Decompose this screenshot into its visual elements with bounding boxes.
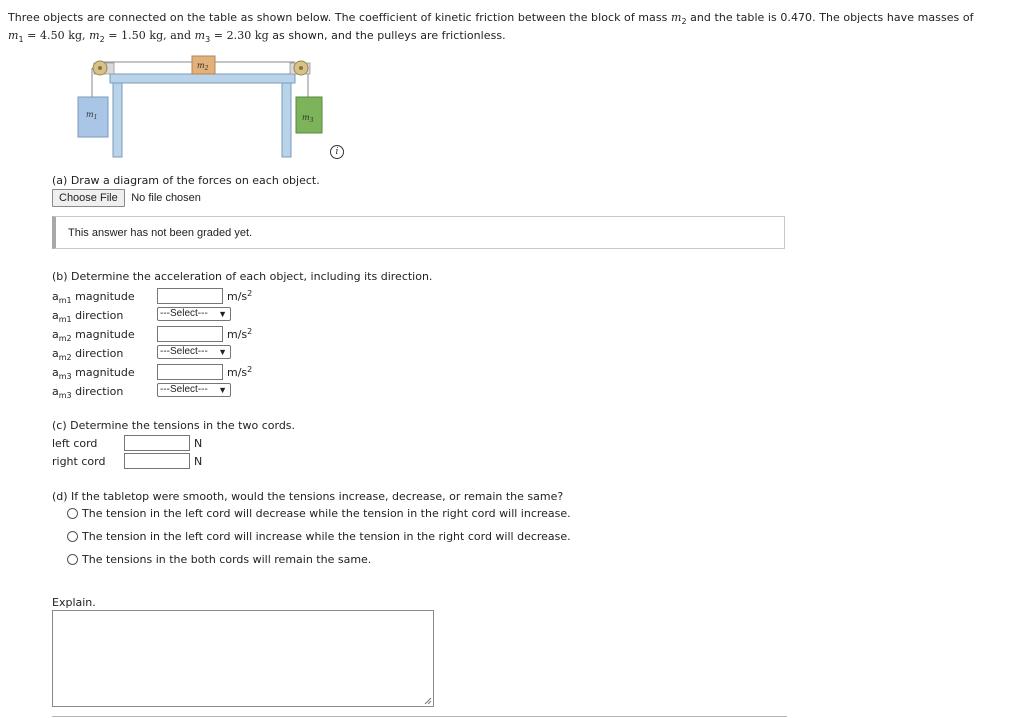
- option-1-radio[interactable]: [67, 508, 78, 519]
- am3-direction-label: $a_{m3}$ direction: [52, 385, 124, 400]
- option-3-radio[interactable]: [67, 554, 78, 565]
- file-status: No file chosen: [131, 192, 201, 204]
- part-d-prompt: (d) If the tabletop were smooth, would the tensions increase, decrease, or remain the same?: [52, 490, 564, 503]
- am1-direction-label: $a_{m1}$ direction: [52, 309, 124, 324]
- am1-magnitude-label: $a_{m1}$ magnitude: [52, 290, 135, 305]
- am3-magnitude-input[interactable]: [157, 364, 223, 380]
- block-m3-label: $m_3$: [302, 113, 314, 124]
- file-upload: [52, 189, 201, 207]
- table-leg-left: [113, 83, 122, 157]
- am1-direction-select[interactable]: ---Select--- ▼: [157, 307, 231, 321]
- am2-direction-select[interactable]: ---Select--- ▼: [157, 345, 231, 359]
- pulley-diagram: [70, 52, 350, 160]
- am2-unit: $m/s^2$: [227, 327, 253, 341]
- am1-unit: $m/s^2$: [227, 289, 253, 303]
- option-2-label[interactable]: The tension in the left cord will increase while the tension in the right cord will decrease.: [82, 530, 571, 543]
- table-top: [110, 74, 295, 83]
- pulley-left-hub: [98, 66, 102, 70]
- block-m1-label: $m_1$: [86, 110, 98, 121]
- right-cord-unit: N: [194, 455, 203, 468]
- left-cord-unit: N: [194, 437, 203, 450]
- chevron-down-icon: ▼: [218, 309, 227, 319]
- intro-line-1: Three objects are connected on the table as shown below. The coefficient of kinetic friction between the block of mass $m_2$ and the table is 0.470. The objects have masses of: [8, 11, 974, 26]
- block-m2-label: $m_2$: [197, 61, 209, 72]
- am1-magnitude-input[interactable]: [157, 288, 223, 304]
- choose-file-button[interactable]: Choose File: [52, 189, 125, 207]
- bottom-divider: [52, 716, 787, 717]
- option-3-label[interactable]: The tensions in the both cords will remain the same.: [82, 553, 372, 566]
- left-cord-input[interactable]: [124, 435, 190, 451]
- right-cord-label: right cord: [52, 455, 106, 468]
- resize-handle-icon[interactable]: [424, 697, 432, 705]
- info-icon[interactable]: i: [330, 145, 344, 159]
- am3-direction-select[interactable]: ---Select--- ▼: [157, 383, 231, 397]
- am2-magnitude-input[interactable]: [157, 326, 223, 342]
- option-1-label[interactable]: The tension in the left cord will decrease while the tension in the right cord will increase.: [82, 507, 571, 520]
- grading-status-box: [52, 216, 785, 249]
- intro-line-2: $m_1 = 4.50$ kg, $m_2 = 1.50$ kg, and $m_3 = 2.30$ kg as shown, and the pulleys are frictionless.: [8, 29, 506, 44]
- option-2-radio[interactable]: [67, 531, 78, 542]
- am2-direction-label: $a_{m2}$ direction: [52, 347, 124, 362]
- pulley-right-hub: [299, 66, 303, 70]
- left-cord-label: left cord: [52, 437, 98, 450]
- chevron-down-icon: ▼: [218, 347, 227, 357]
- explain-label: Explain.: [52, 596, 96, 609]
- right-cord-input[interactable]: [124, 453, 190, 469]
- problem-statement: [8, 9, 1008, 45]
- chevron-down-icon: ▼: [218, 385, 227, 395]
- part-c-prompt: (c) Determine the tensions in the two cords.: [52, 419, 296, 432]
- part-a-prompt: (a) Draw a diagram of the forces on each object.: [52, 174, 320, 187]
- am3-magnitude-label: $a_{m3}$ magnitude: [52, 366, 135, 381]
- part-b-prompt: (b) Determine the acceleration of each object, including its direction.: [52, 270, 433, 283]
- am3-unit: $m/s^2$: [227, 365, 253, 379]
- grading-status-text: This answer has not been graded yet.: [68, 227, 253, 239]
- am2-magnitude-label: $a_{m2}$ magnitude: [52, 328, 135, 343]
- explain-textarea[interactable]: [52, 610, 434, 707]
- table-leg-right: [282, 83, 291, 157]
